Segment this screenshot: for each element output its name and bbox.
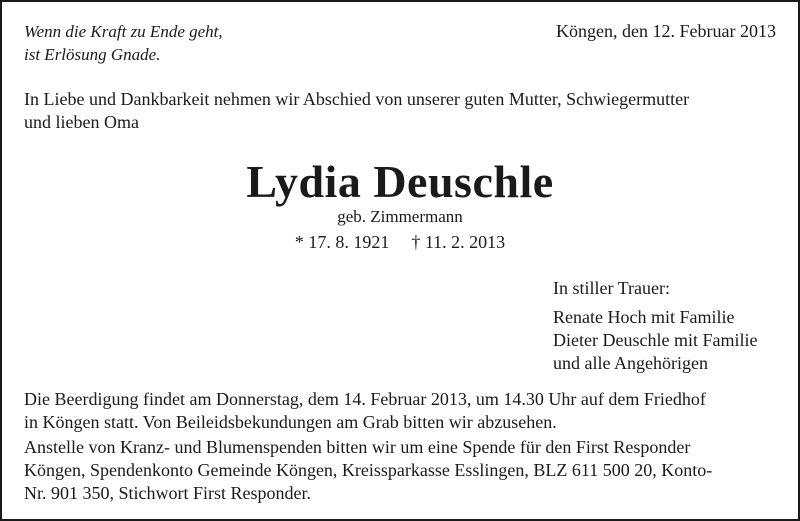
mourner-name: Dieter Deuschle mit Familie [553, 330, 758, 350]
donation-notice [24, 436, 784, 505]
mourner-name: Renate Hoch mit Familie [553, 307, 735, 327]
deceased-name: Lydia Deuschle [246, 156, 554, 207]
mourner-name: und alle Angehörigen [553, 353, 708, 373]
intro-line-1: In Liebe und Dankbarkeit nehmen wir Abschied von unserer guten Mutter, Schwiegermutter [24, 89, 690, 109]
funeral-line-2: in Köngen statt. Von Beileidsbekundungen am Grab bitten wir abzusehen. [24, 412, 557, 432]
birth-name: geb. Zimmermann [337, 207, 463, 226]
donation-line-2: Köngen, Spendenkonto Gemeinde Köngen, Kreissparkasse Esslingen, BLZ 611 500 20, Konto- [24, 460, 713, 480]
birth-date: * 17. 8. 1921 [294, 232, 390, 252]
intro-line-2: und lieben Oma [24, 112, 139, 132]
funeral-notice [24, 388, 784, 434]
place-date: Köngen, den 12. Februar 2013 [556, 21, 776, 41]
funeral-line-1: Die Beerdigung findet am Donnerstag, dem 14. Februar 2013, um 14.30 Uhr auf dem Friedhof [24, 389, 706, 409]
motto-line-1: Wenn die Kraft zu Ende geht, [24, 22, 223, 41]
life-dates [2, 231, 798, 254]
intro-text [24, 88, 784, 134]
motto-quote [24, 20, 223, 66]
donation-line-1: Anstelle von Kranz- und Blumenspenden bitten wir um eine Spende für den First Responder [24, 437, 691, 457]
death-date: † 11. 2. 2013 [411, 232, 506, 252]
mourners-heading: In stiller Trauer: [553, 278, 670, 298]
donation-line-3: Nr. 901 350, Stichwort First Responder. [24, 483, 311, 503]
motto-line-2: ist Erlösung Gnade. [24, 45, 161, 64]
mourners-block [553, 277, 757, 375]
